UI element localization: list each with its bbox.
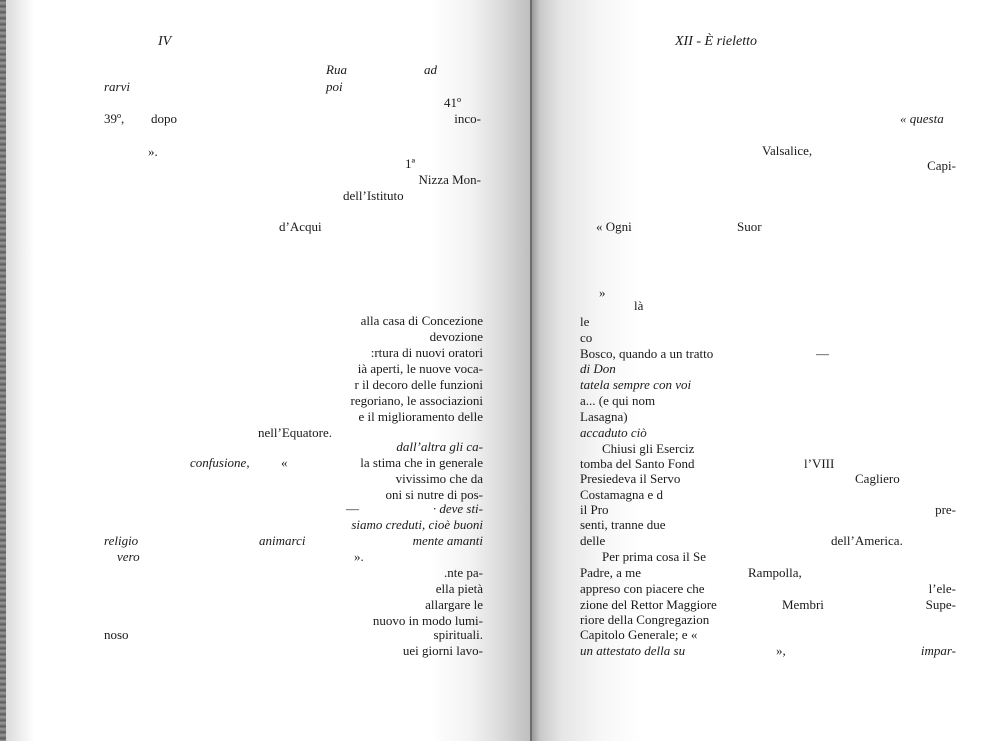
text-line: zione del Rettor Maggiore (580, 597, 717, 612)
text-line: senti, tranne due (580, 517, 666, 532)
text-line: nuovo in modo lumi- (372, 613, 483, 628)
text-line: Rampolla, (748, 565, 802, 580)
page-header-right: XII - È rieletto (675, 34, 758, 49)
text-line: 41º (444, 95, 462, 110)
text-line: .nte pa- (444, 565, 483, 580)
text-line: dall’altra gli ca- (396, 439, 483, 454)
text-line: oni si nutre di pos- (385, 487, 483, 502)
text-line: vero (117, 549, 140, 564)
text-line: pre- (935, 502, 956, 517)
text-line: allargare le (425, 597, 483, 612)
text-line: alla casa di Concezione (360, 313, 483, 328)
text-line: » (599, 285, 606, 300)
text-line: accaduto ciò (580, 425, 647, 440)
text-line: « Ogni (596, 219, 632, 234)
text-line: Nizza Mon- (418, 172, 481, 187)
text-line: Presiedeva il Servo (580, 471, 681, 486)
text-line: religio (104, 533, 139, 548)
text-line: uei giorni lavo- (402, 643, 483, 658)
text-line: · deve sti- (432, 501, 483, 516)
text-line: « questa (900, 111, 944, 126)
text-line: impar- (920, 643, 956, 658)
text-line: dell’Istituto (343, 188, 404, 203)
text-line: a... (e qui nom (580, 393, 656, 408)
page-edge (0, 0, 6, 741)
text-line: siamo creduti, cioè buoni (351, 517, 483, 532)
text-line: spirituali. (433, 627, 483, 642)
text-line: r il decoro delle funzioni (354, 377, 483, 392)
text-line: Suor (737, 219, 762, 234)
text-line: poi (326, 79, 343, 94)
text-line: un attestato della su (580, 643, 686, 658)
text-line: là (634, 298, 644, 313)
text-line: inco- (454, 111, 481, 126)
text-line: tatela sempre con voi (580, 377, 692, 392)
text-line: Capi- (927, 158, 956, 173)
text-line: :rtura di nuovi oratori (370, 345, 483, 360)
text-line: noso (104, 627, 129, 642)
text-line: Per prima cosa il Se (602, 549, 706, 564)
text-line: animarci (259, 533, 306, 548)
text-line: la stima che in generale (360, 455, 483, 470)
text-line: 39º, (104, 111, 125, 126)
text-line: « (281, 455, 288, 470)
text-line: l’VIII (804, 456, 835, 471)
text-line: dell’America. (831, 533, 903, 548)
text-line: e il miglioramento delle (358, 409, 483, 424)
text-line: », (776, 643, 786, 658)
text-line: il Pro (580, 502, 609, 517)
text-line: mente amanti (412, 533, 483, 548)
text-line: rarvi (104, 79, 130, 94)
text-line: ià aperti, le nuove voca- (357, 361, 483, 376)
text-line: vivissimo che da (395, 471, 483, 486)
page-header-left: IV (158, 34, 172, 49)
text-line: Costamagna e d (580, 487, 664, 502)
text-line: ». (354, 549, 364, 564)
text-line: 1ª (405, 156, 416, 171)
text-line: Valsalice, (762, 143, 813, 158)
text-line: confusione, (190, 455, 250, 470)
text-line: d’Acqui (279, 219, 322, 234)
text-line: appreso con piacere che (580, 581, 705, 596)
text-line: ». (148, 144, 158, 159)
text-line: dopo (151, 111, 177, 126)
text-line: Rua (326, 62, 347, 77)
text-line: Capitolo Generale; e « (580, 627, 698, 642)
text-line: — (346, 501, 359, 516)
text-line: co (580, 330, 593, 345)
text-line: — (816, 346, 829, 361)
text-line: riore della Congregazion (580, 612, 710, 627)
text-line: Cagliero (855, 471, 900, 486)
text-line: Supe- (925, 597, 956, 612)
text-line: l’ele- (928, 581, 956, 596)
text-line: nell’Equatore. (258, 425, 332, 440)
text-line: tomba del Santo Fond (580, 456, 695, 471)
text-line: ella pietà (435, 581, 483, 596)
text-line: Padre, a me (580, 565, 642, 580)
text-line: ad (424, 62, 437, 77)
text-line: di Don (580, 361, 616, 376)
text-line: Chiusi gli Eserciz (602, 441, 695, 456)
text-line: delle (580, 533, 606, 548)
text-line: Membri (782, 597, 824, 612)
right-page (532, 0, 998, 741)
text-line: le (580, 314, 590, 329)
text-line: devozione (429, 329, 483, 344)
text-line: Lasagna) (580, 409, 628, 424)
text-line: regoriano, le associazioni (350, 393, 483, 408)
text-line: Bosco, quando a un tratto (580, 346, 714, 361)
